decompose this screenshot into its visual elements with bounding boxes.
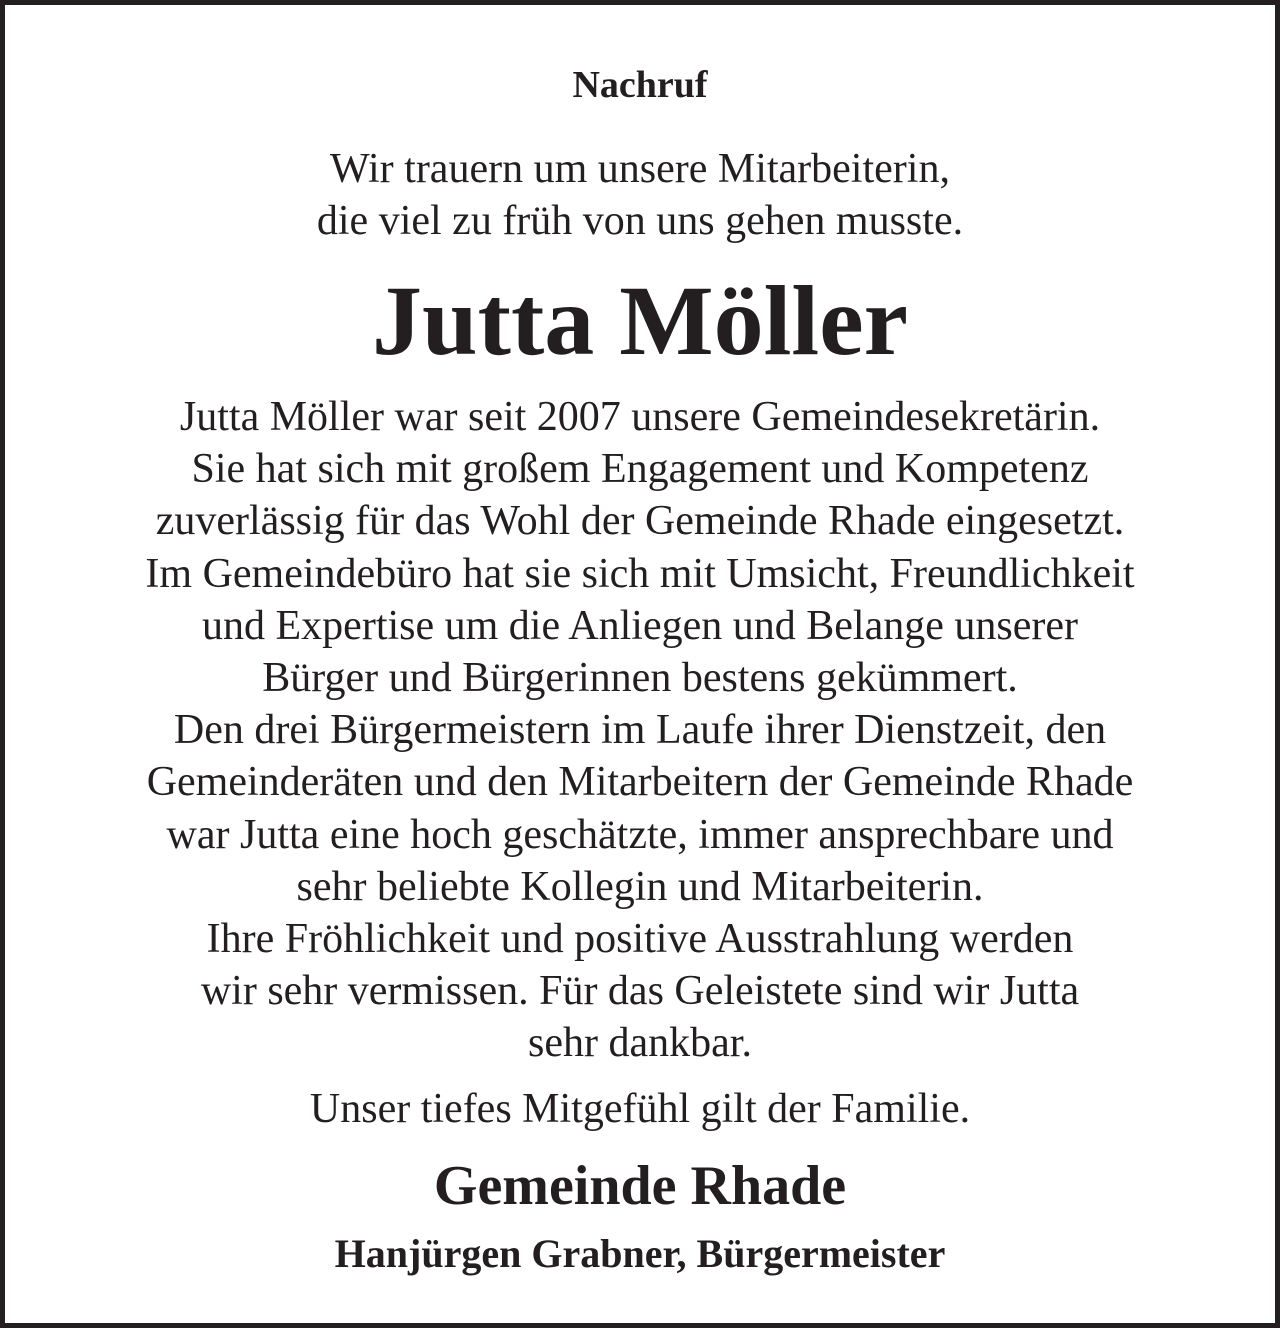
heading: Nachruf [572, 64, 708, 106]
body-line: war Jutta eine hoch geschätzte, immer ansprechbare und [166, 811, 1114, 858]
body-line: Bürger und Bürgerinnen bestens gekümmert. [262, 655, 1018, 702]
body-text [10, 391, 1270, 1070]
body-line: wir sehr vermissen. Für das Geleistete sind wir Jutta [200, 968, 1080, 1015]
intro-line: die viel zu früh von uns gehen musste. [316, 198, 964, 244]
body-line: Den drei Bürgermeistern im Laufe ihrer Dienstzeit, den [173, 707, 1107, 754]
intro-line: Wir trauern um unsere Mitarbeiterin, [330, 146, 950, 192]
body-line: Im Gemeindebüro hat sie sich mit Umsicht, Freundlichkeit [145, 550, 1135, 597]
body-line: und Expertise um die Anliegen und Belange unserer [202, 602, 1078, 649]
intro-text [10, 143, 1270, 247]
body-line: sehr dankbar. [528, 1020, 752, 1067]
deceased-name: Jutta Möller [372, 265, 908, 376]
organization-name: Gemeinde Rhade [433, 1155, 847, 1217]
body-line: Jutta Möller war seit 2007 unsere Gemeindesekretärin. [179, 394, 1101, 440]
body-line: zuverlässig für das Wohl der Gemeinde Rhade eingesetzt. [155, 498, 1125, 545]
condolence-text: Unser tiefes Mitgefühl gilt der Familie. [309, 1086, 971, 1132]
body-line: Gemeinderäten und den Mitarbeitern der Gemeinde Rhade [146, 759, 1134, 806]
body-line: sehr beliebte Kollegin und Mitarbeiterin. [296, 863, 984, 910]
body-line: Ihre Fröhlichkeit und positive Ausstrahlung werden [206, 916, 1074, 963]
body-line: Sie hat sich mit großem Engagement und Kompetenz [191, 446, 1089, 493]
signer-name: Hanjürgen Grabner, Bürgermeister [334, 1231, 946, 1276]
